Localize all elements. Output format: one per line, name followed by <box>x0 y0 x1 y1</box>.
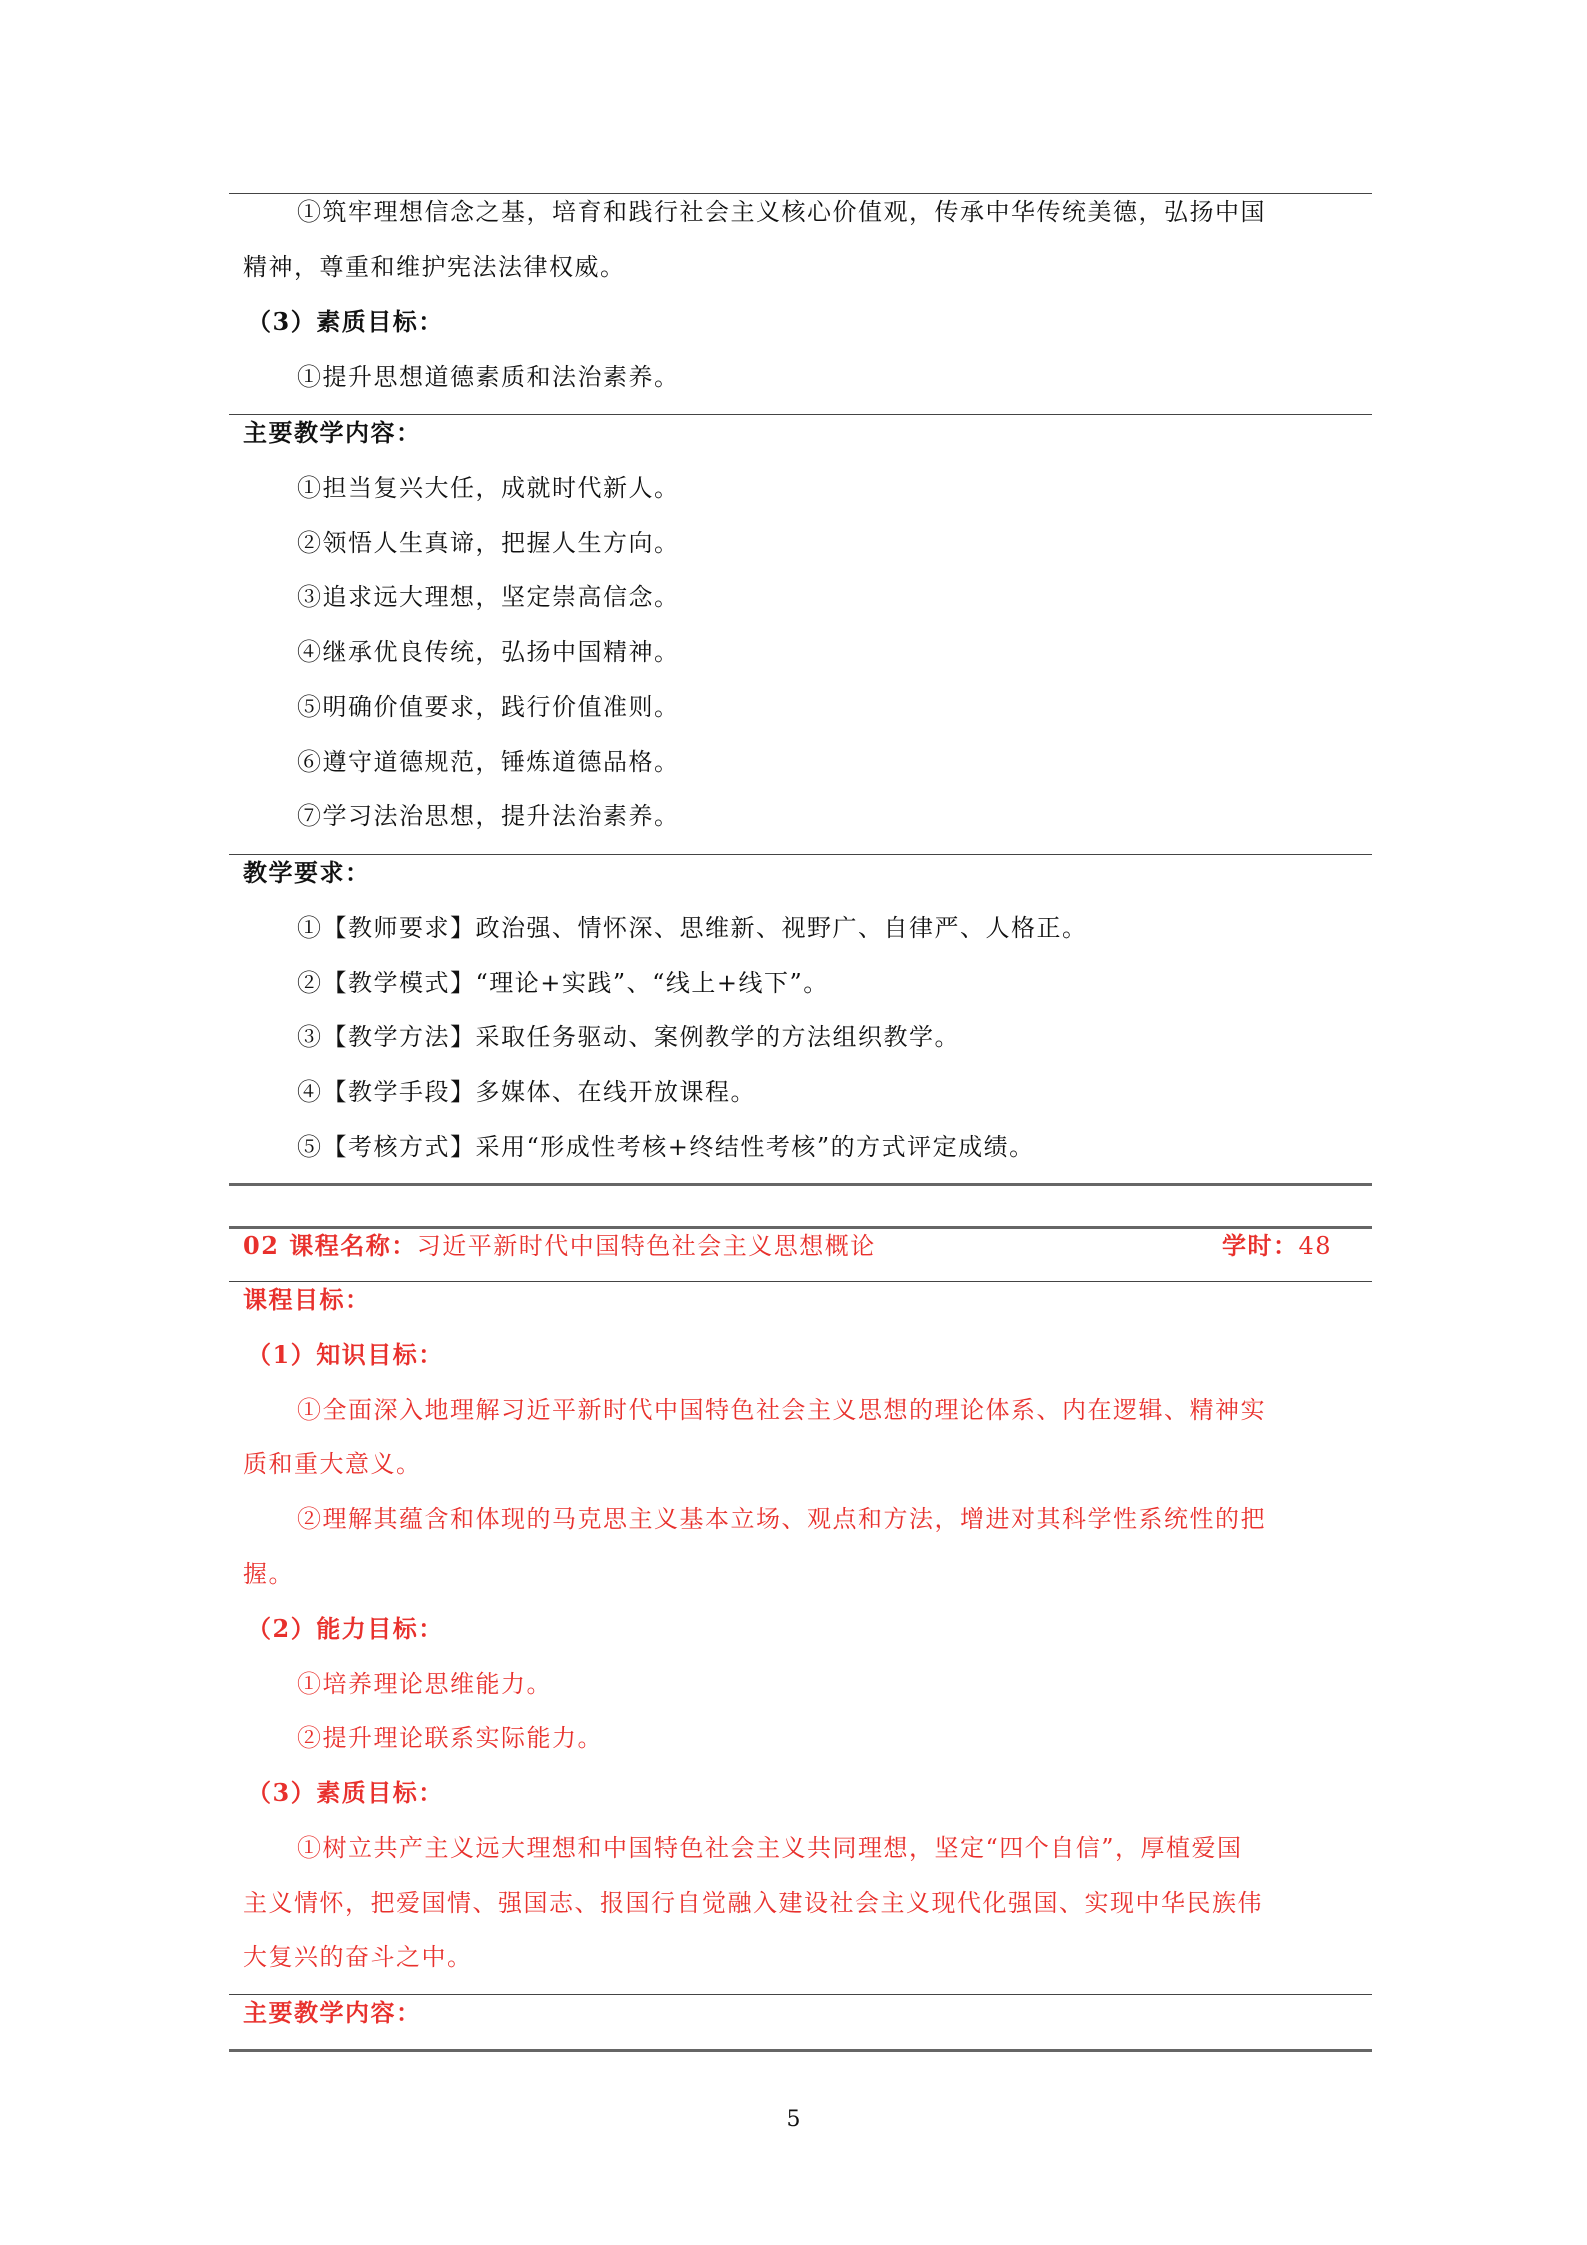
requirement-item-1: ①【教师要求】政治强、情怀深、思维新、视野广、自律严、人格正。 <box>297 914 1088 942</box>
attitude-goal-item-1-line-2: 精神，尊重和维护宪法法律权威。 <box>243 253 626 281</box>
table2-bottom-rule <box>229 2049 1372 2052</box>
quality-goal-item-1: ①提升思想道德素质和法治素养。 <box>297 363 680 391</box>
content-item-7: ⑦学习法治思想，提升法治素养。 <box>297 802 680 830</box>
knowledge-goal-item-1-line-2: 质和重大意义。 <box>243 1450 422 1478</box>
hours-value: 48 <box>1298 1232 1333 1260</box>
requirement-item-4: ④【教学手段】多媒体、在线开放课程。 <box>297 1078 756 1106</box>
main-content-label: 主要教学内容： <box>243 418 422 447</box>
requirement-item-3: ③【教学方法】采取任务驱动、案例教学的方法组织教学。 <box>297 1023 960 1051</box>
quality-goal-label: （3）素质目标： <box>247 307 444 336</box>
course-name-row <box>243 1230 1363 1262</box>
ability-goal-item-2: ②提升理论联系实际能力。 <box>297 1724 603 1752</box>
page-number: 5 <box>786 2107 801 2132</box>
quality-goal-item-1-line-1: ①树立共产主义远大理想和中国特色社会主义共同理想，坚定“四个自信”，厚植爱国 <box>297 1834 1243 1862</box>
course-name-label: 02 课程名称： <box>243 1231 417 1260</box>
course-hours <box>1222 1230 1332 1262</box>
quality-goal-label-2: （3）素质目标： <box>247 1778 444 1807</box>
content-item-4: ④继承优良传统，弘扬中国精神。 <box>297 638 680 666</box>
content-item-6: ⑥遵守道德规范，锤炼道德品格。 <box>297 748 680 776</box>
teaching-requirements-label: 教学要求： <box>243 858 371 887</box>
ability-goal-item-1: ①培养理论思维能力。 <box>297 1670 552 1698</box>
table-rule-requirements <box>229 854 1372 855</box>
table-rule-content <box>229 414 1372 415</box>
content-item-1: ①担当复兴大任，成就时代新人。 <box>297 474 680 502</box>
knowledge-goal-label: （1）知识目标： <box>247 1340 444 1369</box>
hours-label: 学时： <box>1222 1231 1299 1260</box>
requirement-item-2: ②【教学模式】“理论+实践”、“线上+线下”。 <box>297 969 829 997</box>
course-name-value: 习近平新时代中国特色社会主义思想概论 <box>416 1232 876 1260</box>
knowledge-goal-item-1-line-1: ①全面深入地理解习近平新时代中国特色社会主义思想的理论体系、内在逻辑、精神实 <box>297 1396 1266 1424</box>
requirement-item-5: ⑤【考核方式】采用“形成性考核+终结性考核”的方式评定成绩。 <box>297 1133 1035 1161</box>
knowledge-goal-item-2-line-1: ②理解其蕴含和体现的马克思主义基本立场、观点和方法，增进对其科学性系统性的把 <box>297 1505 1266 1533</box>
table2-rule-goals <box>229 1281 1372 1282</box>
content-item-5: ⑤明确价值要求，践行价值准则。 <box>297 693 680 721</box>
content-item-3: ③追求远大理想，坚定崇高信念。 <box>297 583 680 611</box>
table-rule-top <box>229 193 1372 194</box>
table-bottom-rule <box>229 1183 1372 1186</box>
course-goals-label: 课程目标： <box>243 1285 371 1314</box>
table2-top-rule <box>229 1226 1372 1229</box>
quality-goal-item-1-line-3: 大复兴的奋斗之中。 <box>243 1943 473 1971</box>
table2-rule-content <box>229 1994 1372 1995</box>
ability-goal-label: （2）能力目标： <box>247 1614 444 1643</box>
attitude-goal-item-1-line-1: ①筑牢理想信念之基，培育和践行社会主义核心价值观，传承中华传统美德，弘扬中国 <box>297 198 1266 226</box>
quality-goal-item-1-line-2: 主义情怀，把爱国情、强国志、报国行自觉融入建设社会主义现代化强国、实现中华民族伟 <box>243 1889 1263 1917</box>
main-content-label-2: 主要教学内容： <box>243 1998 422 2027</box>
knowledge-goal-item-2-line-2: 握。 <box>243 1560 294 1588</box>
content-item-2: ②领悟人生真谛，把握人生方向。 <box>297 529 680 557</box>
